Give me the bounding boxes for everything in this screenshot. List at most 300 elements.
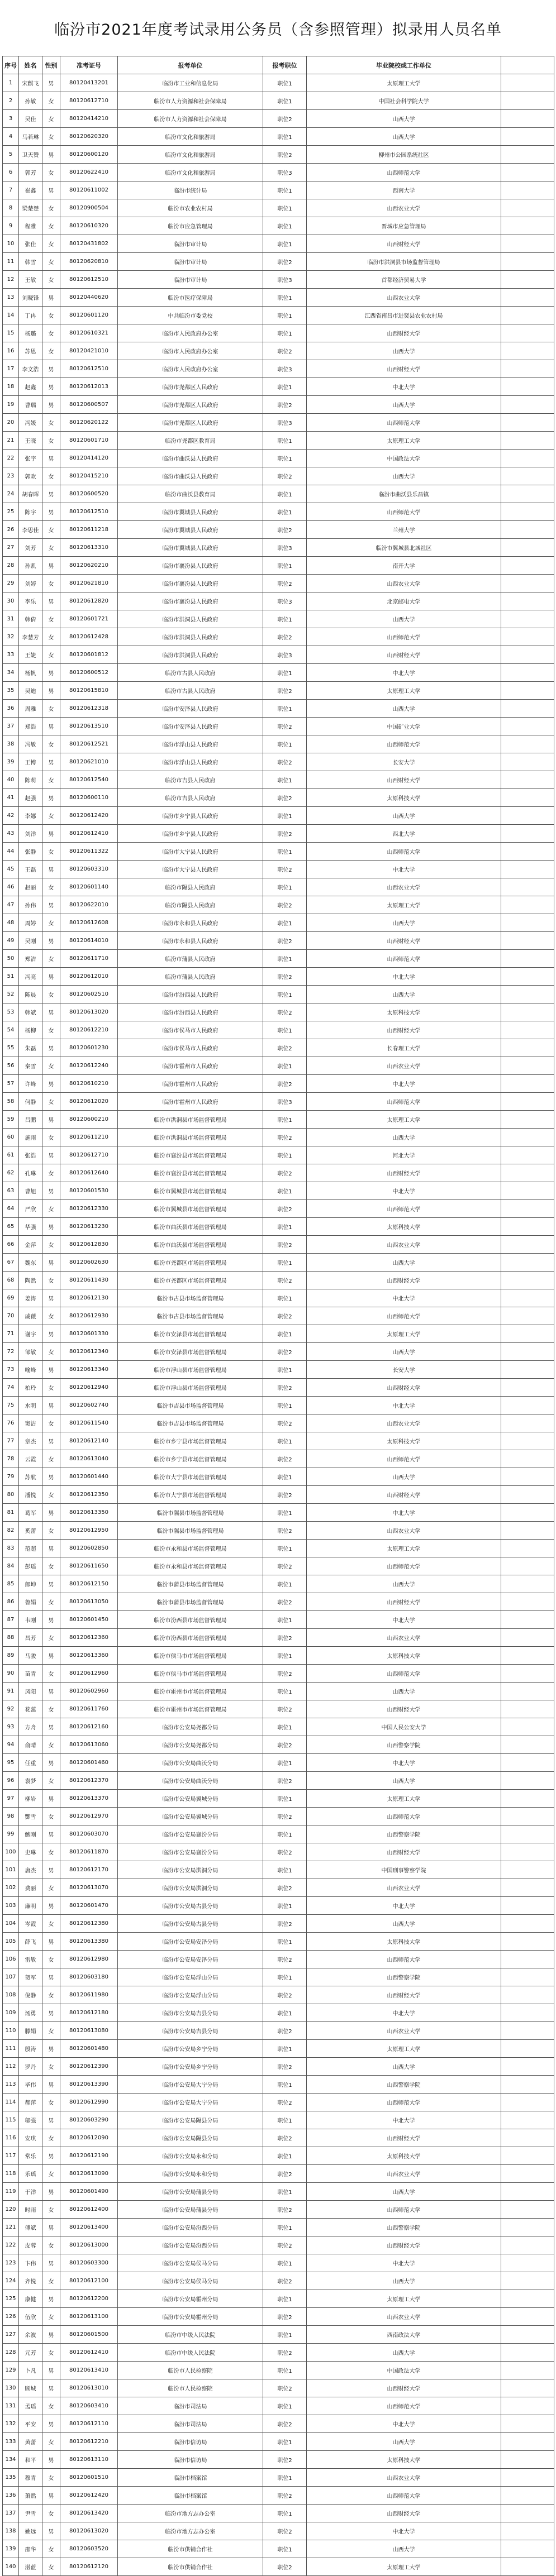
cell-exam-id: 80120612350 [60,1486,118,1504]
cell-name: 岑霞 [19,1915,42,1933]
cell-unit: 临汾市工业和信息化局 [118,74,263,92]
cell-unit: 临汾市古县市场监督管理局 [118,1289,263,1307]
cell-position: 职位2 [263,1486,307,1504]
cell-gender: 女 [42,324,60,342]
table-row [3,2290,554,2308]
cell-remark [501,1825,554,1843]
cell-gender: 男 [42,1647,60,1665]
cell-name: 卫天赞 [19,146,42,164]
cell-exam-id: 80120600520 [60,485,118,503]
cell-remark [501,557,554,575]
cell-unit: 临汾市尧都区市场监督管理局 [118,1272,263,1289]
cell-unit: 临汾市尧都区人民政府 [118,378,263,396]
cell-exam-id: 80120612010 [60,968,118,986]
cell-remark [501,2129,554,2147]
table-row [3,592,554,610]
table-row [3,146,554,164]
cell-school: 西南政法大学 [307,2326,501,2344]
cell-name: 张佳 [19,235,42,253]
cell-name: 平安 [19,2415,42,2433]
cell-school: 柳州市公园系统社区 [307,146,501,164]
cell-exam-id: 80120611870 [60,1843,118,1861]
cell-school: 山西农业大学 [307,2165,501,2183]
cell-position: 职位2 [263,1414,307,1432]
cell-exam-id: 80120612370 [60,1772,118,1790]
cell-name: 王晓 [19,432,42,450]
cell-school: 太原理工大学 [307,1111,501,1129]
table-row [3,164,554,181]
table-row [3,199,554,217]
cell-unit: 临汾市乡宁县市场监督管理局 [118,1450,263,1468]
cell-gender: 女 [42,2272,60,2290]
cell-school: 山西师范大学 [307,628,501,646]
cell-index: 45 [3,861,19,878]
cell-school: 山西农业大学 [307,1414,501,1432]
cell-name: 鲍刚 [19,1825,42,1843]
cell-name: 水明 [19,1397,42,1414]
cell-name: 苗青 [19,1665,42,1683]
cell-name: 葛军 [19,1504,42,1522]
table-row [3,503,554,521]
cell-gender: 男 [42,2183,60,2201]
cell-position: 职位3 [263,164,307,181]
cell-unit: 临汾市人力资源和社会保障局 [118,92,263,110]
cell-index: 27 [3,539,19,557]
cell-exam-id: 80120612940 [60,1379,118,1397]
cell-unit: 临汾市尧都区市场监督管理局 [118,1254,263,1272]
cell-school: 晋城市应急管理局 [307,217,501,235]
cell-unit: 临汾市尧都区教育局 [118,432,263,450]
cell-exam-id: 80120612420 [60,2487,118,2505]
cell-position: 职位1 [263,289,307,307]
cell-position: 职位2 [263,2308,307,2326]
cell-position: 职位2 [263,2129,307,2147]
cell-index: 83 [3,1540,19,1557]
cell-index: 66 [3,1236,19,1254]
table-row [3,1557,554,1575]
cell-gender: 女 [42,521,60,539]
cell-exam-id: 80120612090 [60,2129,118,2147]
cell-exam-id: 80120612340 [60,1343,118,1361]
cell-index: 84 [3,1557,19,1575]
cell-unit: 临汾市永和县市场监督管理局 [118,1540,263,1557]
cell-name: 冯亮 [19,968,42,986]
cell-remark [501,110,554,128]
cell-index: 8 [3,199,19,217]
cell-remark [501,2058,554,2076]
cell-name: 刘晓锋 [19,289,42,307]
cell-index: 86 [3,1593,19,1611]
cell-unit: 临汾市地方志办公室 [118,2505,263,2522]
cell-gender: 男 [42,2040,60,2058]
cell-position: 职位1 [263,235,307,253]
cell-index: 16 [3,342,19,360]
table-row [3,2004,554,2022]
cell-unit: 临汾市公安局浮山分局 [118,1968,263,1986]
cell-name: 傅斌 [19,2219,42,2236]
cell-unit: 临汾市乡宁县市场监督管理局 [118,1432,263,1450]
cell-unit: 临汾市公安局安泽分局 [118,1933,263,1951]
cell-unit: 临汾市信访局 [118,2433,263,2451]
cell-remark [501,1629,554,1647]
cell-remark [501,1057,554,1075]
cell-position: 职位2 [263,110,307,128]
cell-index: 81 [3,1504,19,1522]
cell-exam-id: 80120612120 [60,2558,118,2576]
cell-position: 职位2 [263,2022,307,2040]
cell-unit: 临汾市襄汾县人民政府 [118,575,263,592]
table-row [3,843,554,861]
cell-school: 山西师范大学 [307,2487,501,2505]
cell-school: 山西财经大学 [307,1593,501,1611]
cell-gender: 男 [42,2362,60,2379]
cell-gender: 男 [42,396,60,414]
cell-remark [501,1647,554,1665]
cell-gender: 女 [42,1486,60,1504]
cell-exam-id: 80120612380 [60,1915,118,1933]
cell-school: 山西师范大学 [307,2094,501,2111]
cell-index: 14 [3,307,19,324]
cell-index: 124 [3,2272,19,2290]
cell-name: 曹旭 [19,1182,42,1200]
cell-remark [501,2236,554,2254]
cell-name: 姚远 [19,2522,42,2540]
header-position: 报考职位 [263,56,307,74]
cell-position: 职位2 [263,2415,307,2433]
cell-unit: 临汾市尧都区人民政府 [118,396,263,414]
table-row [3,557,554,575]
table-row [3,2076,554,2094]
cell-index: 94 [3,1736,19,1754]
cell-name: 赵鑫 [19,378,42,396]
cell-school: 山西大学 [307,986,501,1003]
cell-remark [501,1700,554,1718]
cell-name: 丁冉 [19,307,42,324]
cell-school: 中北大学 [307,861,501,878]
cell-remark [501,753,554,771]
cell-exam-id: 80120612410 [60,2344,118,2362]
table-row [3,92,554,110]
cell-gender: 女 [42,271,60,289]
header-gender: 性别 [42,56,60,74]
cell-index: 112 [3,2058,19,2076]
table-row [3,896,554,914]
cell-unit: 临汾市地方志办公室 [118,2522,263,2540]
cell-name: 伍欣 [19,2308,42,2326]
cell-gender: 男 [42,1611,60,1629]
cell-school: 山西农业大学 [307,575,501,592]
cell-index: 137 [3,2505,19,2522]
table-row [3,789,554,807]
cell-exam-id: 80120612640 [60,1164,118,1182]
cell-unit: 临汾市公安局永和分局 [118,2165,263,2183]
cell-position: 职位1 [263,735,307,753]
cell-gender: 男 [42,2415,60,2433]
cell-index: 85 [3,1575,19,1593]
cell-remark [501,2487,554,2505]
cell-school: 山西大学 [307,2540,501,2558]
cell-remark [501,735,554,753]
cell-name: 陈莉 [19,771,42,789]
cell-position: 职位1 [263,450,307,467]
cell-index: 120 [3,2201,19,2219]
cell-remark [501,1951,554,1968]
cell-exam-id: 80120612160 [60,1718,118,1736]
cell-exam-id: 80120620320 [60,128,118,146]
cell-school: 山西师范大学 [307,950,501,968]
cell-unit: 临汾市安泽县人民政府 [118,700,263,718]
cell-position: 职位1 [263,1718,307,1736]
cell-unit: 临汾市侯马市市场监督管理局 [118,1665,263,1683]
cell-name: 袁梦 [19,1772,42,1790]
cell-school: 山西师范大学 [307,1307,501,1325]
cell-position: 职位1 [263,950,307,968]
cell-remark [501,92,554,110]
table-row [3,1986,554,2004]
candidate-table [2,56,554,2576]
cell-unit: 临汾市公安局洪洞分局 [118,1861,263,1879]
cell-exam-id: 80120612360 [60,1629,118,1647]
cell-remark [501,1450,554,1468]
cell-name: 陈宇 [19,503,42,521]
cell-position: 职位2 [263,1450,307,1468]
cell-index: 48 [3,914,19,932]
cell-index: 67 [3,1254,19,1272]
cell-remark [501,843,554,861]
cell-exam-id: 80120613060 [60,1736,118,1754]
cell-remark [501,2183,554,2201]
cell-gender: 女 [42,2094,60,2111]
cell-position: 职位2 [263,1129,307,1146]
cell-remark [501,1236,554,1254]
cell-remark [501,2308,554,2326]
cell-name: 孙敏 [19,92,42,110]
cell-position: 职位1 [263,1468,307,1486]
cell-position: 职位1 [263,1325,307,1343]
cell-remark [501,1790,554,1808]
cell-gender: 女 [42,771,60,789]
cell-index: 133 [3,2433,19,2451]
cell-index: 92 [3,1700,19,1718]
cell-index: 102 [3,1879,19,1897]
cell-school: 太原科技大学 [307,789,501,807]
cell-index: 62 [3,1164,19,1182]
cell-index: 89 [3,1647,19,1665]
table-row [3,1289,554,1307]
cell-unit: 临汾市蒲县人民政府 [118,950,263,968]
cell-exam-id: 80120601230 [60,1039,118,1057]
cell-school: 中北大学 [307,1289,501,1307]
cell-unit: 临汾市公安局襄汾分局 [118,1825,263,1843]
cell-exam-id: 80120612330 [60,1200,118,1218]
cell-gender: 女 [42,700,60,718]
cell-index: 116 [3,2129,19,2147]
cell-gender: 男 [42,181,60,199]
table-row [3,664,554,682]
cell-remark [501,2362,554,2379]
cell-name: 毕伟 [19,2076,42,2094]
cell-unit: 临汾市翼城县市场监督管理局 [118,1200,263,1218]
cell-position: 职位2 [263,1379,307,1397]
cell-school: 山西警察学院 [307,1825,501,1843]
cell-exam-id: 80120613070 [60,1879,118,1897]
cell-exam-id: 80120613310 [60,539,118,557]
cell-name: 周雅 [19,700,42,718]
cell-index: 110 [3,2022,19,2040]
cell-unit: 临汾市大宁县市场监督管理局 [118,1468,263,1486]
cell-index: 23 [3,467,19,485]
cell-gender: 男 [42,718,60,735]
cell-name: 华强 [19,1218,42,1236]
cell-exam-id: 80120602740 [60,1397,118,1414]
cell-school: 山西财经大学 [307,646,501,664]
cell-name: 杨柳 [19,1021,42,1039]
cell-exam-id: 80120415210 [60,467,118,485]
cell-gender: 男 [42,2379,60,2397]
table-row [3,378,554,396]
cell-exam-id: 80120613380 [60,1933,118,1951]
table-row [3,932,554,950]
cell-index: 71 [3,1325,19,1343]
cell-school: 山西财经大学 [307,360,501,378]
cell-name: 胡春晖 [19,485,42,503]
table-row [3,271,554,289]
cell-school: 太原理工大学 [307,74,501,92]
cell-school: 中北大学 [307,968,501,986]
cell-unit: 临汾市供销合作社 [118,2540,263,2558]
cell-exam-id: 80120612410 [60,825,118,843]
cell-exam-id: 80120612930 [60,1307,118,1325]
cell-unit: 临汾市农业农村局 [118,199,263,217]
table-row [3,1665,554,1683]
cell-remark [501,1736,554,1754]
cell-index: 74 [3,1379,19,1397]
cell-gender: 女 [42,843,60,861]
cell-exam-id: 80120612510 [60,271,118,289]
cell-index: 36 [3,700,19,718]
cell-gender: 女 [42,628,60,646]
cell-remark [501,521,554,539]
cell-unit: 临汾市浮山县市场监督管理局 [118,1379,263,1397]
cell-gender: 男 [42,1504,60,1522]
cell-exam-id: 80120611322 [60,843,118,861]
cell-unit: 临汾市霍州市市场监督管理局 [118,1700,263,1718]
cell-gender: 女 [42,217,60,235]
table-row [3,2058,554,2076]
cell-remark [501,896,554,914]
cell-remark [501,1754,554,1772]
cell-gender: 女 [42,1665,60,1683]
cell-remark [501,1861,554,1879]
cell-position: 职位2 [263,1736,307,1754]
table-row [3,1736,554,1754]
cell-unit: 临汾市古县市场监督管理局 [118,1307,263,1325]
cell-gender: 女 [42,342,60,360]
cell-gender: 男 [42,789,60,807]
cell-gender: 女 [42,1879,60,1897]
cell-unit: 临汾市公安局蒲县分局 [118,2183,263,2201]
cell-school: 山西大学 [307,2433,501,2451]
cell-exam-id: 80120612210 [60,2433,118,2451]
cell-gender: 女 [42,1057,60,1075]
cell-gender: 男 [42,2451,60,2469]
table-row [3,307,554,324]
cell-unit: 临汾市公安局吉县分局 [118,2022,263,2040]
cell-school: 山西大学 [307,1575,501,1593]
cell-remark [501,1289,554,1307]
cell-position: 职位1 [263,2147,307,2165]
cell-school: 山西师范大学 [307,164,501,181]
cell-exam-id: 80120600110 [60,789,118,807]
cell-position: 职位2 [263,753,307,771]
cell-unit: 临汾市吉县人民政府 [118,771,263,789]
cell-name: 萧然 [19,2487,42,2505]
cell-name: 陶然 [19,1272,42,1289]
cell-gender: 女 [42,414,60,432]
table-row [3,235,554,253]
cell-exam-id: 80120614010 [60,932,118,950]
cell-school: 中国政法大学 [307,2362,501,2379]
cell-school: 太原科技大学 [307,1432,501,1450]
cell-gender: 男 [42,1861,60,1879]
cell-index: 46 [3,878,19,896]
cell-exam-id: 80120620810 [60,253,118,271]
cell-position: 职位1 [263,2254,307,2272]
cell-position: 职位1 [263,1111,307,1129]
cell-position: 职位1 [263,2111,307,2129]
cell-unit: 临汾市公安局乡宁分局 [118,2058,263,2076]
cell-remark [501,932,554,950]
cell-school: 中国社会科学院大学 [307,92,501,110]
cell-unit: 临汾市襄汾县市场监督管理局 [118,1146,263,1164]
cell-name: 彭瑶 [19,1557,42,1575]
cell-name: 宋麒飞 [19,74,42,92]
table-row [3,2469,554,2487]
cell-index: 139 [3,2540,19,2558]
cell-position: 职位2 [263,1003,307,1021]
cell-name: 卞伟 [19,2254,42,2272]
cell-remark [501,628,554,646]
table-row [3,1951,554,1968]
cell-name: 鲁娟 [19,1593,42,1611]
table-row [3,1200,554,1218]
table-row [3,181,554,199]
table-row [3,1486,554,1504]
cell-gender: 女 [42,1986,60,2004]
cell-index: 140 [3,2558,19,2576]
cell-position: 职位1 [263,1218,307,1236]
cell-position: 职位1 [263,92,307,110]
cell-index: 37 [3,718,19,735]
table-row [3,1432,554,1450]
cell-name: 邹敏 [19,1343,42,1361]
cell-exam-id: 80120620210 [60,557,118,575]
cell-remark [501,181,554,199]
cell-exam-id: 80120615810 [60,682,118,700]
cell-school: 太原科技大学 [307,1218,501,1236]
cell-school: 首都经济贸易大学 [307,271,501,289]
cell-exam-id: 80120613230 [60,1218,118,1236]
cell-gender: 女 [42,1522,60,1540]
cell-index: 59 [3,1111,19,1129]
cell-exam-id: 80120603070 [60,1825,118,1843]
cell-remark [501,1414,554,1432]
cell-remark [501,1146,554,1164]
cell-exam-id: 80120621810 [60,575,118,592]
cell-position: 职位2 [263,1700,307,1718]
cell-exam-id: 80120600210 [60,1111,118,1129]
cell-exam-id: 80120612020 [60,1093,118,1111]
